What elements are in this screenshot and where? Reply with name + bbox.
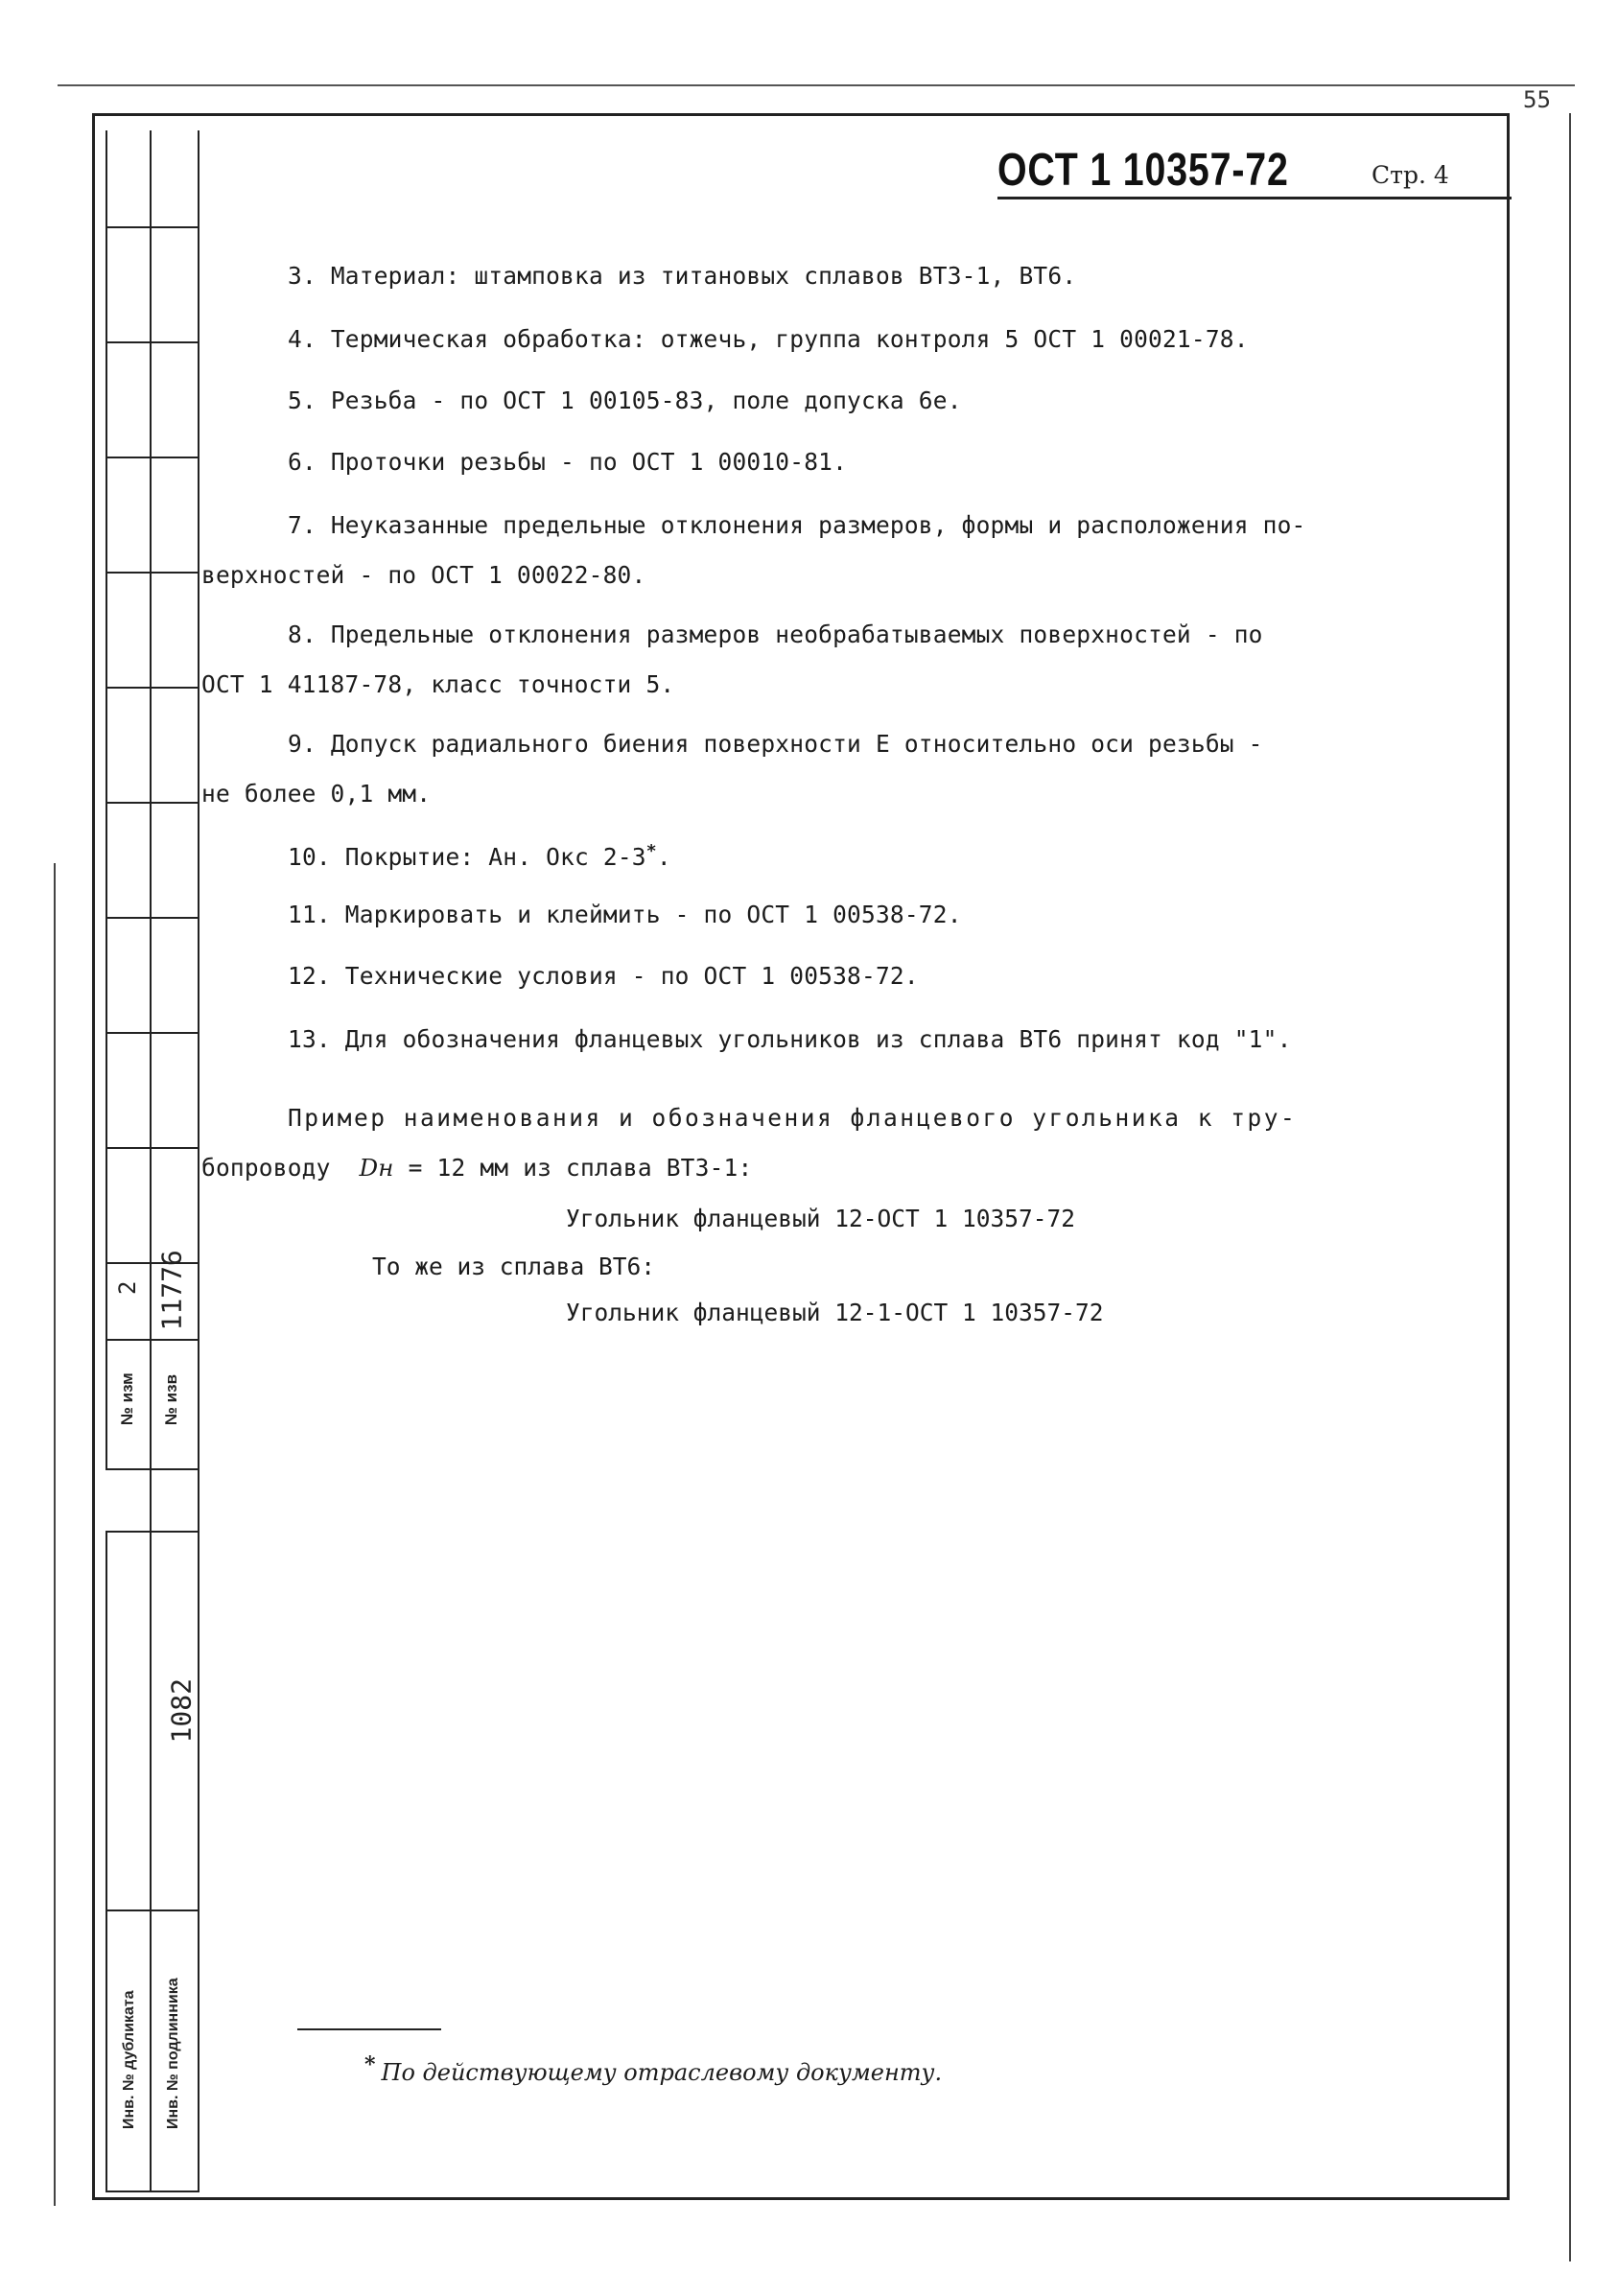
stamp-line <box>106 226 198 228</box>
izm-label: № изм <box>118 1372 136 1425</box>
item-6: 6. Проточки резьбы - по ОСТ 1 00010-81. <box>288 448 848 476</box>
footnote-rule <box>297 2028 441 2030</box>
stamp-line <box>106 917 198 919</box>
item-9-line2: не более 0,1 мм. <box>201 780 432 808</box>
document-code: ОСТ 1 10357-72 <box>997 145 1289 196</box>
stamp-line <box>106 1339 198 1341</box>
item-9-line1: 9. Допуск радиального биения поверхности Е относительно оси резьбы - <box>288 730 1263 758</box>
frame-top-line <box>58 84 1575 86</box>
page-number: 55 <box>1523 86 1551 113</box>
footnote-text: По действующему отраслевому документу. <box>381 2059 943 2086</box>
footnote-mark: * <box>364 2052 376 2077</box>
stamp-line <box>106 130 107 1468</box>
item-10-tail: . <box>656 843 671 872</box>
item-7 <box>201 501 1429 600</box>
original-inventory-value: 1082 <box>165 1678 198 1744</box>
item-10 <box>288 827 1429 882</box>
stamp-line <box>106 802 198 804</box>
item-12: 12. Технические условия - по ОСТ 1 00538-72. <box>288 962 919 990</box>
stamp-line <box>198 130 199 2192</box>
stamp-line <box>106 687 198 689</box>
item-8 <box>201 610 1429 710</box>
margin-stamp <box>106 130 198 2192</box>
page-label: Стр. 4 <box>1372 161 1449 189</box>
item-10-text: 10. Покрытие: Ан. Окс 2-3 <box>288 843 646 872</box>
stamp-line <box>150 130 152 2192</box>
item-3: 3. Материал: штамповка из титановых сплавов ВТЗ-1, ВТ6. <box>288 262 1077 290</box>
stamp-line <box>106 1147 198 1149</box>
example-intro <box>201 1093 1429 1193</box>
item-10-footnote-mark: * <box>645 841 657 861</box>
designation-vt3-1: Угольник фланцевый 12-ОСТ 1 10357-72 <box>566 1205 1076 1232</box>
item-8-line2: ОСТ 1 41187-78, класс точности 5. <box>201 670 675 698</box>
stamp-line <box>106 572 198 574</box>
example-line2-suffix: = 12 мм из сплава ВТЗ-1: <box>408 1154 753 1182</box>
item-11: 11. Маркировать и клеймить - по ОСТ 1 00538-72. <box>288 901 962 928</box>
item-5: 5. Резьба - по ОСТ 1 00105-83, поле допуска 6е. <box>288 387 962 414</box>
example-line2 <box>201 1143 1429 1193</box>
item-9 <box>201 719 1429 819</box>
frame-right-line <box>1569 113 1571 2261</box>
item-4: 4. Термическая обработка: отжечь, группа контроля 5 ОСТ 1 00021-78. <box>288 325 1249 353</box>
footnote <box>364 2052 942 2086</box>
nominal-diameter-symbol: Dн <box>359 1154 394 1182</box>
stamp-line <box>106 1531 198 1533</box>
same-alloy-vt6: То же из сплава ВТ6: <box>372 1253 656 1280</box>
stamp-line <box>106 1468 198 1470</box>
item-7-line1: 7. Неуказанные предельные отклонения размеров, формы и расположения по- <box>288 511 1306 539</box>
original-inventory-label: Инв. № подлинника <box>165 1978 181 2129</box>
frame-left-line <box>54 863 56 2206</box>
item-13: 13. Для обозначения фланцевых угольников из сплава ВТ6 принят код "1". <box>288 1025 1292 1053</box>
stamp-line <box>106 1531 107 2192</box>
example-line2-prefix: бопроводу <box>201 1154 331 1182</box>
stamp-line <box>106 341 198 343</box>
stamp-line <box>106 1909 198 1911</box>
stamp-line <box>106 457 198 458</box>
designation-vt6: Угольник фланцевый 12-1-ОСТ 1 10357-72 <box>566 1299 1104 1326</box>
item-8-line1: 8. Предельные отклонения размеров необрабатываемых поверхностей - по <box>288 621 1263 648</box>
izv-label: № изв <box>162 1373 180 1425</box>
izm-value: 2 <box>114 1280 141 1295</box>
item-7-line2: верхностей - по ОСТ 1 00022-80. <box>201 561 646 589</box>
stamp-line <box>106 2191 198 2192</box>
duplicate-inventory-label: Инв. № дубликата <box>121 1990 137 2129</box>
header-rule <box>997 197 1512 199</box>
izv-value: 11776 <box>155 1250 188 1331</box>
example-line1: Пример наименования и обозначения фланцевого угольника к тру- <box>288 1104 1298 1132</box>
stamp-line <box>106 1032 198 1034</box>
